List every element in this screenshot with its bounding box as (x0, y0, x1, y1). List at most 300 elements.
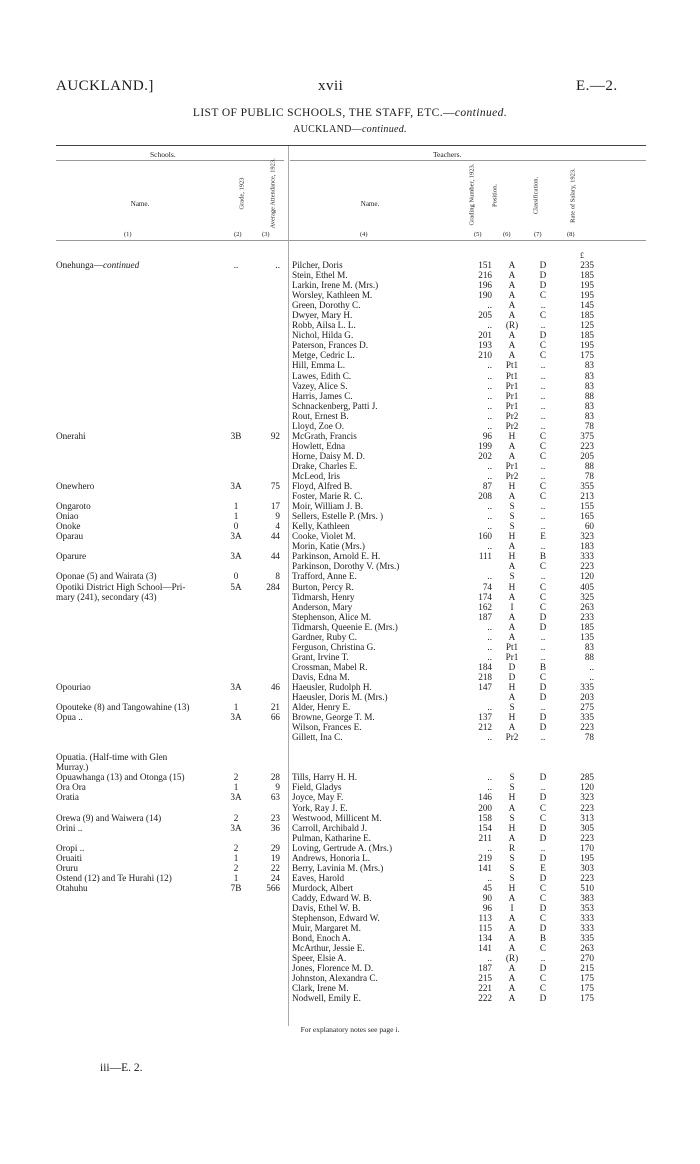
classification-cell: C (539, 290, 547, 301)
table-row (56, 682, 646, 692)
teacher-name-cell: Moir, William J. B. (292, 501, 364, 512)
classification-cell: D (539, 611, 547, 622)
position-cell: Pr1 (505, 390, 519, 401)
salary-cell: 183 (580, 541, 594, 552)
grading-cell: 210 (478, 350, 492, 361)
teacher-name-cell: Kelly, Kathleen (292, 521, 350, 532)
classification-cell: C (539, 973, 547, 984)
school-name: Oniao (56, 511, 79, 522)
classification-cell: .. (540, 410, 546, 421)
position-cell: R (508, 842, 516, 853)
teacher-name-cell: Grant, Irvine T. (292, 651, 349, 662)
position-cell: H (508, 681, 516, 692)
table-row (56, 712, 646, 722)
classification-cell: C (539, 671, 547, 682)
grading-cell: 45 (482, 882, 492, 893)
table-row (56, 702, 646, 712)
table-row (56, 833, 646, 843)
grading-cell: .. (487, 842, 492, 853)
position-cell: Pt1 (505, 360, 519, 371)
salary-cell: 223 (580, 872, 594, 883)
school-name: Opuatia. (Half-time with Glen (56, 752, 168, 763)
classification-cell: C (539, 481, 547, 492)
position-cell: H (508, 822, 516, 833)
school-name: Oratia (56, 792, 79, 803)
classification-cell: B (539, 551, 547, 562)
teacher-name-cell: Morin, Katie (Mrs.) (292, 541, 365, 552)
school-name: Opotiki District High School—Pri- (56, 581, 186, 592)
teacher-name-cell: Gillett, Ina C. (292, 732, 343, 743)
teacher-name-cell: Ferguson, Christina G. (292, 641, 376, 652)
table-row (56, 782, 646, 792)
grading-cell: .. (487, 571, 492, 582)
teacher-name-cell: Wilson, Frances E. (292, 722, 362, 733)
grading-cell: 87 (482, 481, 492, 492)
table-row (56, 792, 646, 802)
table-row (56, 441, 646, 451)
table-row (56, 531, 646, 541)
salary-cell: 185 (580, 310, 594, 321)
teacher-name-cell: Larkin, Irene M. (Mrs.) (292, 280, 379, 291)
grading-cell: 90 (482, 892, 492, 903)
grading-cell: 218 (478, 671, 492, 682)
salary-cell: 325 (580, 591, 594, 602)
table-row (56, 622, 646, 632)
attendance-cell: .. (275, 260, 280, 270)
teacher-name-cell: McLeod, Iris (292, 470, 340, 481)
position-cell: A (508, 802, 516, 813)
salary-cell: 195 (580, 340, 594, 351)
col-head-attendance: Average Attendance, 1923. (269, 158, 277, 229)
teacher-name-cell: Haeusler, Doris M. (Mrs.) (292, 692, 388, 703)
salary-cell: 120 (580, 571, 594, 582)
school-name: mary (241), secondary (43) (56, 591, 157, 602)
position-cell: A (508, 722, 516, 733)
table-row (56, 973, 646, 983)
classification-cell: .. (540, 953, 546, 964)
salary-cell: 88 (584, 460, 594, 471)
column-number-rule (56, 240, 646, 241)
classification-cell: B (539, 933, 547, 944)
grading-cell: 96 (482, 430, 492, 441)
table-row (56, 963, 646, 973)
grading-cell: 208 (478, 491, 492, 502)
salary-cell: 135 (580, 631, 594, 642)
table-row (56, 983, 646, 993)
position-cell: S (509, 852, 515, 863)
classification-cell: .. (540, 631, 546, 642)
grading-cell: 74 (482, 581, 492, 592)
classification-cell: .. (540, 511, 546, 522)
position-cell: S (509, 812, 515, 823)
position-cell: S (509, 521, 515, 532)
salary-cell: 175 (580, 993, 594, 1004)
grade-cell: 2 (233, 862, 239, 873)
position-cell: H (508, 551, 516, 562)
school-name: Ostend (12) and Te Hurahi (12) (56, 872, 172, 883)
position-cell: H (508, 712, 516, 723)
school-name: Onewhero (56, 481, 95, 492)
classification-cell: D (539, 712, 547, 723)
grading-cell: 115 (478, 923, 492, 934)
classification-cell: .. (540, 320, 546, 331)
grading-cell: 187 (478, 963, 492, 974)
teacher-name-cell: Paterson, Frances D. (292, 340, 369, 351)
header-left: AUCKLAND.] (56, 78, 154, 94)
school-name: Oruru (56, 862, 78, 873)
teacher-name-cell: Parkinson, Dorothy V. (Mrs.) (292, 561, 400, 572)
salary-cell: 125 (580, 320, 594, 331)
table-row (56, 521, 646, 531)
salary-cell: 223 (580, 802, 594, 813)
table-row (56, 471, 646, 481)
teacher-name-cell: Green, Dorothy C. (292, 300, 361, 311)
school-cell (56, 792, 220, 802)
grade-cell: 1 (233, 852, 239, 863)
classification-cell: D (539, 792, 547, 803)
teacher-name-cell: Anderson, Mary (292, 601, 353, 612)
attendance-cell: 92 (270, 430, 280, 441)
position-cell: A (508, 300, 516, 311)
salary-cell: .. (589, 671, 594, 682)
grading-cell: 134 (478, 933, 492, 944)
position-cell: A (508, 832, 516, 843)
table-row (56, 431, 646, 441)
teacher-name-cell: Pilcher, Doris (292, 260, 343, 270)
position-cell: Pr2 (505, 420, 519, 431)
grading-cell: .. (487, 641, 492, 652)
salary-cell: .. (589, 661, 594, 672)
grading-cell: .. (487, 390, 492, 401)
grade-cell: 3A (230, 712, 242, 723)
classification-cell: D (539, 722, 547, 733)
salary-cell: 120 (580, 782, 594, 793)
position-cell: A (508, 983, 516, 994)
attendance-cell: 22 (270, 862, 280, 873)
classification-cell: .. (540, 370, 546, 381)
school-cell (56, 762, 220, 772)
grading-cell: 205 (478, 310, 492, 321)
table-row (56, 290, 646, 300)
salary-cell: 78 (584, 420, 594, 431)
teacher-name-cell: Howlett, Edna (292, 440, 346, 451)
grading-cell: .. (487, 521, 492, 532)
position-cell: Pr1 (505, 380, 519, 391)
salary-cell: 83 (584, 380, 594, 391)
school-cell (56, 752, 220, 762)
salary-cell: 270 (580, 953, 594, 964)
salary-cell: 78 (584, 470, 594, 481)
grading-cell: 96 (482, 903, 492, 913)
school-cell (56, 843, 220, 853)
table-row (56, 752, 646, 762)
position-cell: Pr1 (505, 400, 519, 411)
grading-cell: .. (487, 872, 492, 883)
position-cell: A (508, 621, 516, 632)
page-subtitle (0, 124, 700, 135)
attendance-cell: 9 (275, 782, 280, 793)
teacher-name-cell: Lawes, Edith C. (292, 370, 352, 381)
school-cell (56, 501, 220, 511)
attendance-cell: 9 (275, 511, 280, 522)
grading-cell: 193 (478, 340, 492, 351)
salary-cell: 353 (580, 903, 594, 913)
position-cell: A (508, 290, 516, 301)
teacher-name-cell: Westwood, Millicent M. (292, 812, 382, 823)
grading-cell: .. (487, 420, 492, 431)
teacher-name-cell: Gardner, Ruby C. (292, 631, 357, 642)
school-name: Opua .. (56, 712, 83, 723)
grading-cell: 146 (478, 792, 492, 803)
table-top-rule (56, 145, 646, 146)
salary-cell: 155 (580, 501, 594, 512)
school-cell (56, 481, 220, 491)
school-cell (56, 772, 220, 782)
position-cell: I (510, 903, 514, 913)
grade-cell: 1 (233, 782, 239, 793)
teacher-name-cell: Carroll, Archibald J. (292, 822, 368, 833)
teacher-name-cell: Tidmarsh, Queenie E. (Mrs.) (292, 621, 398, 632)
position-cell: A (508, 933, 516, 944)
teacher-name-cell: Haeusler, Rudolph H. (292, 681, 372, 692)
salary-cell: 510 (580, 882, 594, 893)
school-continued: continued (102, 260, 140, 270)
grading-cell: 219 (478, 852, 492, 863)
attendance-cell: 284 (266, 581, 280, 592)
table-row (56, 461, 646, 471)
teacher-name-cell: Johnston, Alexandra C. (292, 973, 378, 984)
salary-cell: 88 (584, 390, 594, 401)
salary-cell: 383 (580, 892, 594, 903)
col-num-7: (7) (534, 231, 542, 238)
table-row (56, 893, 646, 903)
table-row (56, 381, 646, 391)
salary-cell: 185 (580, 270, 594, 281)
classification-cell: C (539, 601, 547, 612)
salary-cell: 263 (580, 943, 594, 954)
table-row (56, 571, 646, 581)
grade-cell: 3A (230, 551, 242, 562)
position-cell: A (508, 913, 516, 924)
col-num-2: (2) (234, 231, 242, 238)
table-row (56, 401, 646, 411)
position-cell: A (508, 280, 516, 291)
position-cell: A (508, 350, 516, 361)
table-row (56, 923, 646, 933)
grading-cell: 215 (478, 973, 492, 984)
school-cell (56, 682, 220, 692)
teacher-name-cell: Stein, Ethel M. (292, 270, 348, 281)
salary-cell: 223 (580, 561, 594, 572)
teacher-name-cell: Andrews, Honoria L. (292, 852, 371, 863)
grading-cell: 158 (478, 812, 492, 823)
salary-cell: 335 (580, 933, 594, 944)
teacher-name-cell: Loving, Gertrude A. (Mrs.) (292, 842, 393, 853)
col-head-grading: Grading Number, 1923. (468, 163, 476, 226)
salary-cell: 195 (580, 852, 594, 863)
classification-cell: .. (540, 732, 546, 743)
grading-cell: .. (487, 621, 492, 632)
teacher-name-cell: York, Ray J. E. (292, 802, 348, 813)
table-row (56, 511, 646, 521)
grade-cell: 1 (233, 872, 239, 883)
position-cell: A (508, 692, 516, 703)
subtitle-main: AUCKLAND— (293, 124, 362, 135)
grade-cell: 3A (230, 681, 242, 692)
grading-cell: 222 (478, 993, 492, 1004)
grading-cell: 211 (478, 832, 492, 843)
position-cell: A (508, 260, 516, 270)
table-row (56, 732, 646, 742)
table-row (56, 742, 646, 752)
teacher-name-cell: Tills, Harry H. H. (292, 772, 357, 783)
table-row (56, 853, 646, 863)
grading-cell: 202 (478, 450, 492, 461)
classification-cell: C (539, 983, 547, 994)
teacher-name-cell: Nodwell, Emily E. (292, 993, 361, 1004)
footnote: For explanatory notes see page i. (300, 1025, 400, 1034)
grading-cell: .. (487, 300, 492, 311)
position-cell: H (508, 430, 516, 441)
grading-cell: 113 (478, 913, 492, 924)
salary-cell: 83 (584, 400, 594, 411)
salary-cell: 175 (580, 973, 594, 984)
classification-cell: C (539, 440, 547, 451)
salary-cell: 223 (580, 440, 594, 451)
classification-cell: C (539, 943, 547, 954)
grade-cell: 0 (233, 571, 239, 582)
title-main: LIST OF PUBLIC SCHOOLS, THE STAFF, ETC.— (192, 107, 455, 119)
salary-cell: 195 (580, 290, 594, 301)
grade-cell: 0 (233, 521, 239, 532)
classification-cell: .. (540, 400, 546, 411)
salary-cell: 175 (580, 983, 594, 994)
teacher-name-cell: Browne, George T. M. (292, 712, 375, 723)
position-cell: Pr2 (505, 732, 519, 743)
teacher-name-cell: Speer, Elsie A. (292, 953, 347, 964)
school-cell (56, 873, 220, 883)
classification-cell: D (539, 772, 547, 783)
classification-cell: C (539, 350, 547, 361)
classification-cell: .. (540, 521, 546, 532)
classification-cell: .. (540, 460, 546, 471)
salary-cell: 145 (580, 300, 594, 311)
position-cell: A (508, 561, 516, 572)
classification-cell: D (539, 822, 547, 833)
attendance-cell: 23 (270, 812, 280, 823)
teacher-name-cell: Lloyd, Zoe O. (292, 420, 345, 431)
school-name: Oropi .. (56, 842, 85, 853)
classification-cell: E (540, 862, 546, 873)
salary-cell: 83 (584, 410, 594, 421)
classification-cell: .. (540, 571, 546, 582)
teacher-name-cell: Murdock, Albert (292, 882, 354, 893)
page-title (0, 107, 700, 119)
grading-cell: 187 (478, 611, 492, 622)
classification-cell: .. (540, 641, 546, 652)
teacher-name-cell: Robb, Ailsa L. L. (292, 320, 356, 331)
title-continued: continued. (454, 107, 508, 119)
position-cell: Pt1 (505, 370, 519, 381)
grading-cell: .. (487, 772, 492, 783)
teacher-name-cell: Drake, Charles E. (292, 460, 358, 471)
classification-cell: C (539, 561, 547, 572)
teacher-name-cell: Burton, Percy R. (292, 581, 354, 592)
classification-cell: .. (540, 470, 546, 481)
position-cell: A (508, 330, 516, 341)
table-row (56, 692, 646, 702)
table-row (56, 330, 646, 340)
classification-cell: .. (540, 782, 546, 793)
table-row (56, 642, 646, 652)
salary-cell: 263 (580, 601, 594, 612)
salary-cell: 233 (580, 611, 594, 622)
position-cell: A (508, 440, 516, 451)
salary-cell: 303 (580, 862, 594, 873)
teacher-name-cell: Davis, Ethel W. B. (292, 903, 361, 913)
table-row (56, 260, 646, 270)
classification-cell: D (539, 270, 547, 281)
grading-cell: 162 (478, 601, 492, 612)
grading-cell: 174 (478, 591, 492, 602)
table-row (56, 772, 646, 782)
salary-cell: 275 (580, 702, 594, 713)
grading-cell: 190 (478, 290, 492, 301)
teacher-name-cell: Cooke, Violet M. (292, 531, 356, 542)
position-cell: A (508, 993, 516, 1004)
col-num-8: (8) (567, 231, 575, 238)
classification-cell: C (539, 913, 547, 924)
school-cell (56, 571, 220, 581)
grade-cell: 5A (230, 581, 242, 592)
grading-cell: 200 (478, 802, 492, 813)
table-row (56, 672, 646, 682)
salary-cell: 83 (584, 360, 594, 371)
teacher-name-cell: Trafford, Anne E. (292, 571, 357, 582)
classification-cell: D (539, 280, 547, 291)
teacher-name-cell: Horne, Daisy M. D. (292, 450, 365, 461)
salary-cell: 313 (580, 812, 594, 823)
position-cell: A (508, 631, 516, 642)
teacher-name-cell: Clark, Irene M. (292, 983, 349, 994)
classification-cell: .. (540, 541, 546, 552)
school-name: Orewa (9) and Waiwera (14) (56, 812, 162, 823)
grading-cell: 216 (478, 270, 492, 281)
col-head-school-name: Name. (130, 200, 150, 208)
col-num-3: (3) (262, 231, 270, 238)
teacher-name-cell: Worsley, Kathleen M. (292, 290, 373, 301)
col-num-5: (5) (474, 231, 482, 238)
school-cell (56, 782, 220, 792)
teacher-name-cell: Rout, Ernest B. (292, 410, 349, 421)
position-cell: H (508, 882, 516, 893)
position-cell: A (508, 491, 516, 502)
table-row (56, 873, 646, 883)
grade-cell: 1 (233, 511, 239, 522)
teacher-name-cell: Floyd, Alfred B. (292, 481, 353, 492)
classification-cell: D (539, 993, 547, 1004)
grade-cell: 2 (233, 842, 239, 853)
table-row (56, 823, 646, 833)
classification-cell: C (539, 812, 547, 823)
position-cell: (R) (505, 953, 519, 964)
salary-cell: 335 (580, 681, 594, 692)
grading-cell: 147 (478, 681, 492, 692)
table-row (56, 481, 646, 491)
table-row (56, 592, 646, 602)
position-cell: H (508, 531, 516, 542)
position-cell: (R) (505, 320, 519, 331)
